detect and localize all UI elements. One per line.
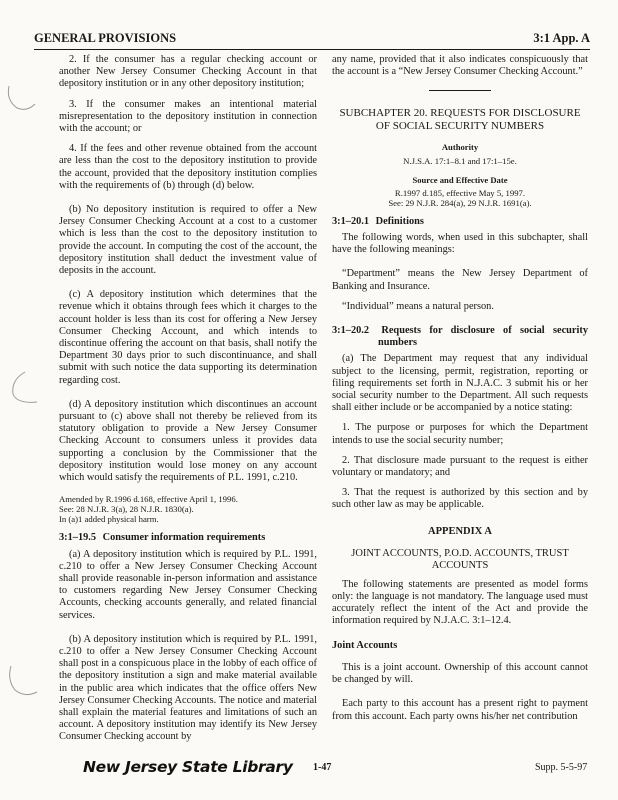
section-para-b: (b) A depository institution which is required by P.L. 1991, c.210 to offer a New Jersey Consumer Checking Account shall post in a conspicuous place in the lobby of each office of the depository institution a sign and make material available in the public area which indicates that the office offers New Jersey Consumer Checking Accounts. The notice and material shall explain the material features and limitations of such an account. A depository institution may identify its New Jersey Consumer Checking account by bbox=[59, 633, 317, 743]
source-text bbox=[332, 188, 588, 208]
left-column bbox=[59, 54, 317, 752]
section-title: Consumer information requirements bbox=[102, 532, 266, 544]
amendment-line: In (a)1 added physical harm. bbox=[59, 514, 159, 525]
source-line: R.1997 d.185, effective May 5, 1997. bbox=[394, 187, 526, 198]
amendment-line: Amended by R.1996 d.168, effective April 1, 1996. bbox=[59, 494, 238, 505]
library-stamp: New Jersey State Library bbox=[83, 758, 293, 776]
list-item-4: 4. If the fees and other revenue obtained from the account are less than the cost to the depository institution to provide the account, provided that the depository institution complies with the requirements of (b) through (d) below. bbox=[59, 143, 317, 191]
section-number: 3:1–20.1 bbox=[332, 215, 370, 227]
appendix-title: JOINT ACCOUNTS, P.O.D. ACCOUNTS, TRUST ACCOUNTS bbox=[351, 547, 569, 572]
header-chapter-ref: 3:1 App. A bbox=[533, 31, 590, 45]
section-divider bbox=[429, 90, 491, 91]
punch-hole-mark bbox=[5, 78, 41, 118]
section-heading bbox=[59, 532, 317, 544]
paragraph-c: (c) A depository institution which determines that the revenue which it obtains through fees which it charges to the account holder is less than its cost for offering a New Jersey Consumer Checking Account, and which intends to discontinue offering the account on that basis, shall notify the Department 30 days prior to such discontinuance, and shall submit with such notice the data supporting its determination regarding cost. bbox=[59, 289, 317, 386]
punch-hole-mark bbox=[5, 662, 41, 702]
header-section-title: GENERAL PROVISIONS bbox=[34, 31, 177, 45]
joint-para-1: This is a joint account. Ownership of this account cannot be changed by will. bbox=[332, 661, 588, 686]
amendment-line: See: 28 N.J.R. 3(a), 28 N.J.R. 1830(a). bbox=[59, 504, 194, 515]
section-heading bbox=[332, 325, 588, 349]
section-title: Requests for disclosure of social security numbers bbox=[378, 325, 588, 349]
definition-individual: “Individual” means a natural person. bbox=[342, 300, 494, 312]
appendix-intro: The following statements are presented as model forms only: the language is not mandatory. The language used must accurately reflect the intent of the Act and provide the information required by N.J.A.C. 3:1–12.4. bbox=[332, 578, 588, 627]
joint-accounts-heading: Joint Accounts bbox=[332, 639, 398, 651]
list-item-2: 2. That disclosure made pursuant to the request is either voluntary or mandatory; and bbox=[332, 454, 588, 479]
right-column bbox=[332, 54, 588, 731]
section-title: Definitions bbox=[375, 215, 424, 227]
subchapter-title: SUBCHAPTER 20. REQUESTS FOR DISCLOSURE OF SOCIAL SECURITY NUMBERS bbox=[339, 107, 581, 133]
punch-hole-mark bbox=[5, 368, 41, 408]
list-item-3: 3. If the consumer makes an intentional material misrepresentation to the depository institution in connection with the account; or bbox=[59, 98, 317, 135]
page-number: 1-47 bbox=[313, 762, 332, 773]
section-para-a: (a) A depository institution which is required by P.L. 1991, c.210 to offer a New Jersey Consumer Checking Account shall provide reasonable in-person information and assistance to customers regarding New Jersey Consumer Checking Accounts, checking accounts generally, and related financial services. bbox=[59, 548, 317, 621]
appendix-heading: APPENDIX A bbox=[428, 525, 492, 537]
list-item-2: 2. If the consumer has a regular checking account or another New Jersey Consumer Checking Account in that depository institution or in any other depository institution; bbox=[59, 54, 317, 90]
section-heading bbox=[332, 216, 588, 228]
authority-heading: Authority bbox=[441, 142, 479, 153]
source-heading: Source and Effective Date bbox=[412, 174, 508, 185]
definitions-intro: The following words, when used in this subchapter, shall have the following meanings: bbox=[332, 232, 588, 256]
section-para-a: (a) The Department may request that any individual subject to the licensing, permit, registration, reporting or filing requirements set forth in N.J.A.C. 3 submit his or her social security number to the Department. All such requests shall either include or be accompanied by a notice stating: bbox=[332, 353, 588, 414]
section-number: 3:1–19.5 bbox=[59, 532, 97, 544]
authority-text: N.J.S.A. 17:1–8.1 and 17:1–15e. bbox=[403, 155, 517, 166]
list-item-3: 3. That the request is authorized by this section and by such other law as may be applicable. bbox=[332, 487, 588, 511]
running-header bbox=[34, 31, 590, 50]
source-line: See: 29 N.J.R. 284(a), 29 N.J.R. 1691(a). bbox=[388, 197, 532, 208]
amendment-note bbox=[59, 494, 317, 524]
paragraph-b: (b) No depository institution is required to offer a New Jersey Consumer Checking Account at a cost to a customer which is less than the cost to the depository institution to provide the account. In computing the cost of the account, the depository institution shall deduct the investment value of deposits in the account. bbox=[59, 204, 317, 277]
continued-paragraph: any name, provided that it also indicates conspicuously that the account is a “New Jersey Consumer Checking Account.” bbox=[332, 54, 588, 78]
section-number: 3:1–20.2 bbox=[332, 325, 370, 337]
definition-department: “Department” means the New Jersey Department of Banking and Insurance. bbox=[332, 268, 588, 292]
list-item-1: 1. The purpose or purposes for which the Department intends to use the social security number; bbox=[332, 422, 588, 446]
supplement-date: Supp. 5-5-97 bbox=[535, 762, 588, 773]
paragraph-d: (d) A depository institution which discontinues an account pursuant to (c) above shall not thereby be relieved from its statutory obligation to provide a New Jersey Consumer Checking Account to consumers unless it provides data supporting a conclusion by the Commissioner that the depository institution would lose money on any account which would satisfy the requirements of P.L. 1991, c.210. bbox=[59, 398, 317, 484]
joint-para-2: Each party to this account has a present right to payment from this account. Each party owns his/her net contribution bbox=[332, 698, 588, 722]
